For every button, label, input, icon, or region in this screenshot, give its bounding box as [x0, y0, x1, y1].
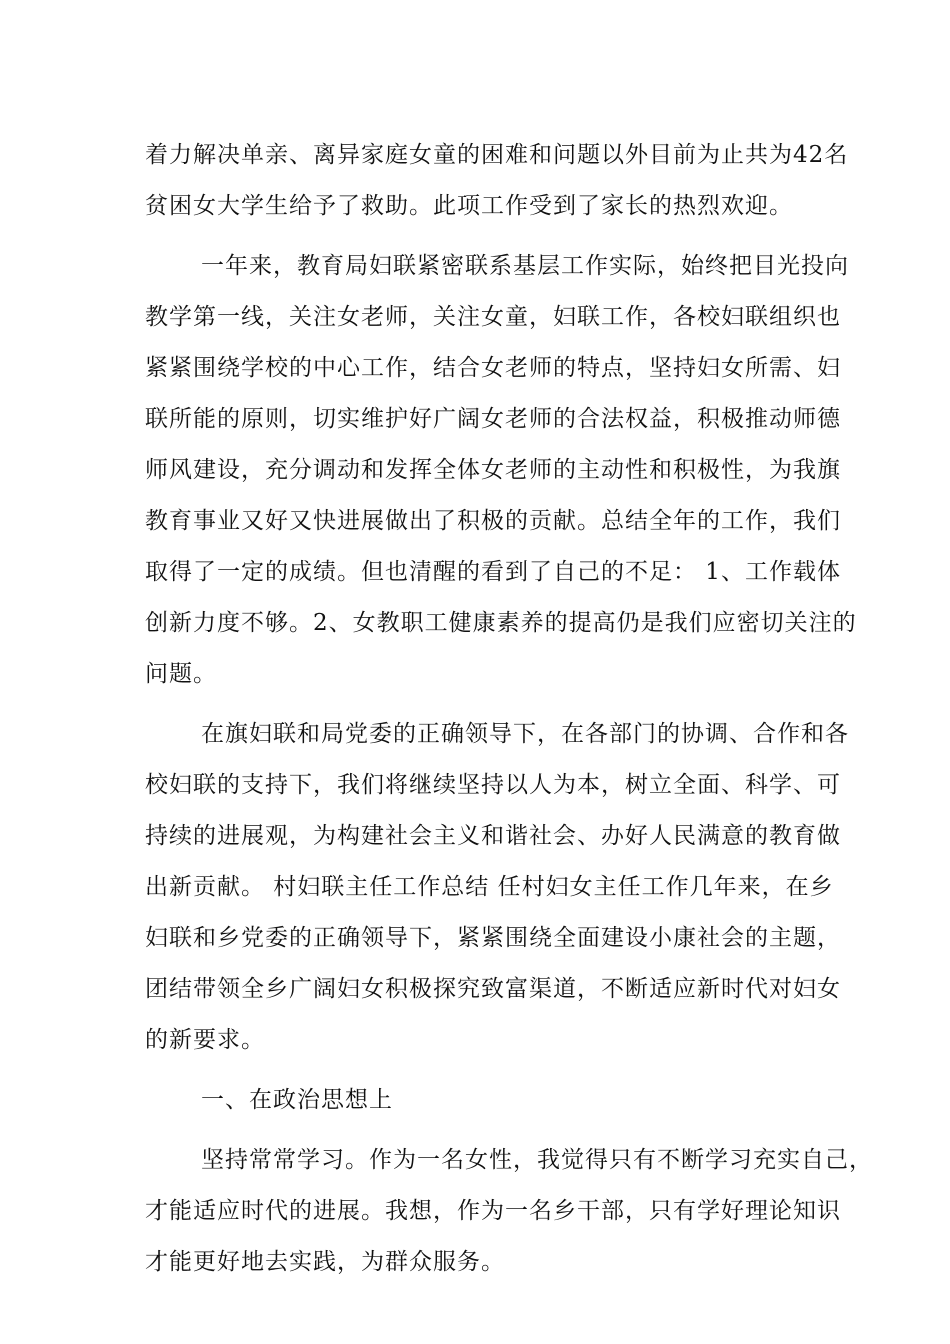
text-line: 问题。	[145, 661, 217, 687]
text-line: 坚持常常学习。作为一名女性，我觉得只有不断学习充实自己，	[201, 1147, 873, 1173]
text-line: 团结带领全乡广阔妇女积极探究致富渠道，不断适应新时代对妇女	[145, 976, 841, 1002]
text-line: 一年来，教育局妇联紧密联系基层工作实际，始终把目光投向	[201, 253, 849, 279]
text-line: 着力解决单亲、离异家庭女童的困难和问题以外目前为止共为42名	[145, 142, 849, 168]
text-line: 创新力度不够。2、女教职工健康素养的提高仍是我们应密切关注的	[145, 610, 857, 636]
text-line: 取得了一定的成绩。但也清醒的看到了自己的不足： 1、工作载体	[145, 559, 841, 585]
document-body	[145, 130, 873, 1288]
text-line: 校妇联的支持下，我们将继续坚持以人为本，树立全面、科学、可	[145, 772, 841, 798]
text-line: 才能更好地去实践，为群众服务。	[145, 1249, 505, 1275]
text-line: 妇联和乡党委的正确领导下，紧紧围绕全面建设小康社会的主题，	[145, 925, 841, 951]
section-heading: 一、在政治思想上	[201, 1087, 393, 1113]
text-line: 教学第一线，关注女老师，关注女童，妇联工作，各校妇联组织也	[145, 304, 841, 330]
text-line: 师风建设，充分调动和发挥全体女老师的主动性和积极性，为我旗	[145, 457, 841, 483]
paragraph	[145, 709, 849, 1066]
text-line: 教育事业又好又快进展做出了积极的贡献。总结全年的工作，我们	[145, 508, 841, 534]
text-line: 的新要求。	[145, 1027, 265, 1053]
paragraph	[145, 241, 857, 700]
text-line: 联所能的原则，切实维护好广阔女老师的合法权益，积极推动师德	[145, 406, 841, 432]
text-line: 持续的进展观，为构建社会主义和谐社会、办好人民满意的教育做	[145, 823, 841, 849]
text-line: 才能适应时代的进展。我想，作为一名乡干部，只有学好理论知识	[145, 1198, 841, 1224]
paragraph	[145, 130, 849, 232]
text-line: 出新贡献。 村妇联主任工作总结 任村妇女主任工作几年来，在乡	[145, 874, 834, 900]
paragraph	[145, 1135, 873, 1288]
text-line: 在旗妇联和局党委的正确领导下，在各部门的协调、合作和各	[201, 721, 849, 747]
text-line: 紧紧围绕学校的中心工作，结合女老师的特点，坚持妇女所需、妇	[145, 355, 841, 381]
text-line: 贫困女大学生给予了救助。此项工作受到了家长的热烈欢迎。	[145, 193, 793, 219]
